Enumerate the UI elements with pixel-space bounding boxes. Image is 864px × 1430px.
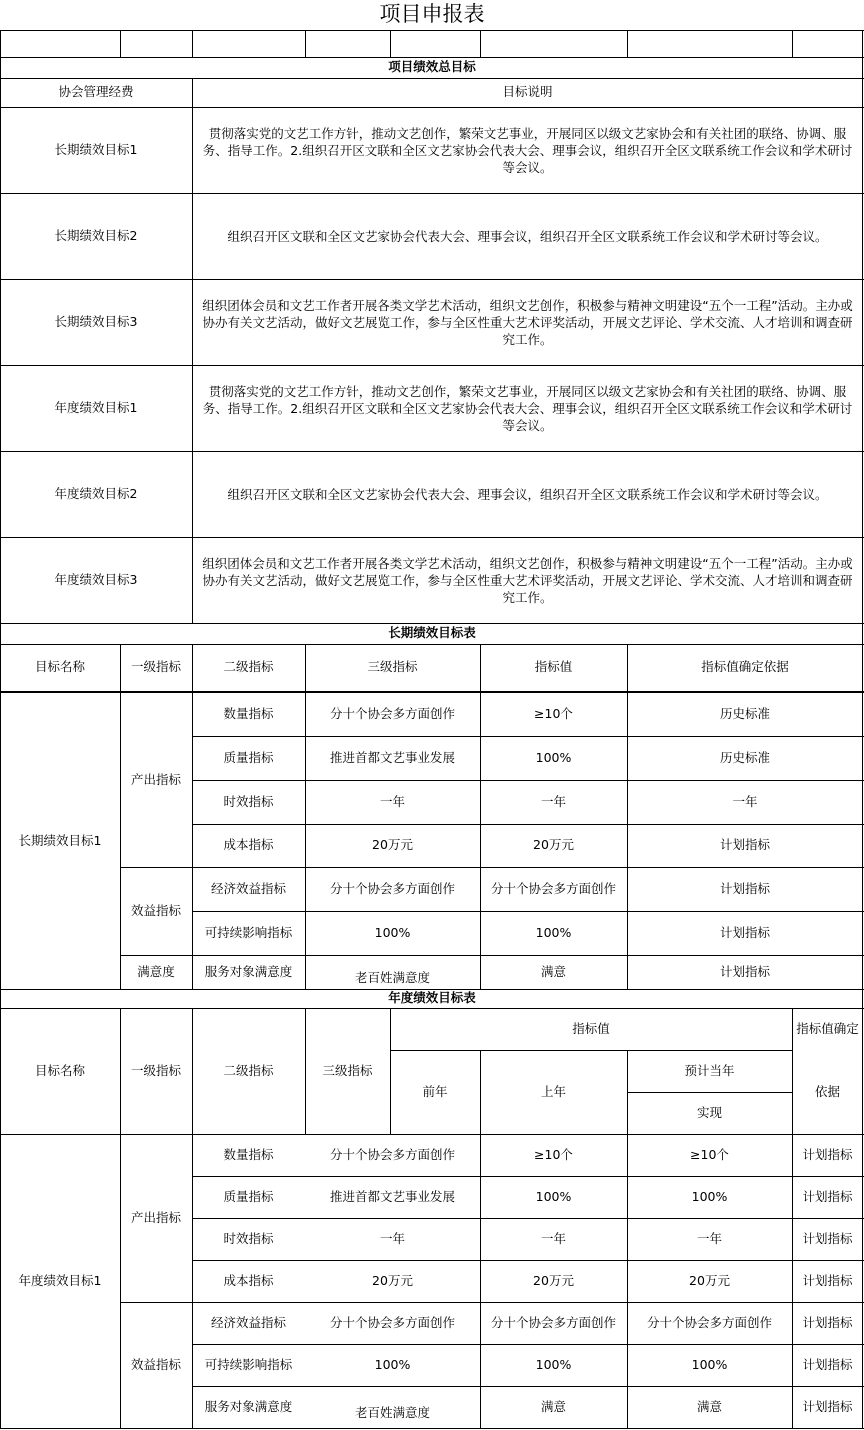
goal-name: 长期绩效目标3 [54, 313, 138, 329]
table-cell-level3: 一年 [379, 1230, 405, 1246]
header-last-year: 上年 [540, 1083, 566, 1099]
table-cell-level2: 数量指标 [223, 1146, 274, 1162]
table-cell-value: 一年 [540, 793, 566, 809]
goal-name: 年度绩效目标1 [54, 399, 138, 415]
header-basis: 指标值确定依据 [701, 659, 789, 675]
table-cell-level2: 经济效益指标 [210, 1314, 286, 1330]
table-cell-level2: 质量指标 [223, 1188, 274, 1204]
table-cell-level2: 服务对象满意度 [204, 1398, 293, 1414]
table-cell-expected: 满意 [696, 1398, 722, 1414]
table-cell-level3: 分十个协会多方面创作 [329, 1146, 455, 1162]
table-cell-expected: ≥10个 [690, 1146, 729, 1162]
table-cell-level2: 服务对象满意度 [204, 963, 293, 979]
table-cell-value: 20万元 [533, 837, 574, 853]
goal-name: 长期绩效目标2 [54, 227, 138, 243]
table-cell-level2: 时效指标 [223, 793, 274, 809]
table-cell-level3: 老百姓满意度 [354, 969, 430, 985]
table-cell-basis: 计划指标 [719, 837, 770, 853]
table-cell-basis: 历史标准 [719, 749, 770, 765]
table-cell-basis: 计划指标 [802, 1398, 853, 1414]
desc-header: 目标说明 [502, 84, 553, 100]
table-cell-expected: 100% [691, 1188, 728, 1204]
goal-name: 年度绩效目标2 [54, 485, 138, 501]
table-cell-level3: 20万元 [372, 837, 413, 853]
table-cell-level3: 分十个协会多方面创作 [329, 880, 455, 896]
goal-description: 组织召开区文联和全区文艺家协会代表大会、理事会议，组织召开全区文联系统工作会议和学术研讨等会议。 [227, 486, 828, 502]
table-cell-level3: 分十个协会多方面创作 [329, 706, 455, 722]
table-cell-level3: 100% [374, 1356, 411, 1372]
table-cell-basis: 计划指标 [802, 1272, 853, 1288]
table-cell-level3: 推进首都文艺事业发展 [329, 1188, 455, 1204]
table-cell-basis: 计划指标 [802, 1146, 853, 1162]
table-cell-expected: 分十个协会多方面创作 [646, 1314, 772, 1330]
header-level3: 三级指标 [322, 1062, 373, 1078]
table-cell-value: 满意 [540, 963, 566, 979]
header-expected-top: 预计当年 [684, 1062, 735, 1078]
header-level1: 一级指标 [130, 659, 181, 675]
header-level3: 三级指标 [367, 659, 418, 675]
goal-description: 组织团体会员和文艺工作者开展各类文学艺术活动，组织文艺创作，积极参与精神文明建设“五个一工程”活动。主办或协办有关文艺活动，做好文艺展览工作，参与全区性重大艺术评奖活动，开展文艺评论、学术交流、人才培训和调查研究工作。 [202, 555, 853, 605]
table-cell-value: ≥10个 [534, 706, 573, 722]
table-cell-value: 100% [535, 749, 572, 765]
goal-name: 长期绩效目标1 [54, 141, 138, 157]
long-term-goal-name: 长期绩效目标1 [18, 832, 102, 848]
goal-description: 组织团体会员和文艺工作者开展各类文学艺术活动，组织文艺创作，积极参与精神文明建设“五个一工程”活动。主办或协办有关文艺活动，做好文艺展览工作，参与全区性重大艺术评奖活动，开展文艺评论、学术交流、人才培训和调查研究工作。 [202, 297, 853, 347]
page-title: 项目申报表 [379, 2, 485, 27]
table-cell-level2: 经济效益指标 [210, 880, 286, 896]
group-benefit: 效益指标 [130, 902, 181, 918]
header-value: 指标值 [572, 1020, 610, 1036]
table-cell-last-year: 分十个协会多方面创作 [490, 1314, 616, 1330]
table-cell-level2: 成本指标 [223, 837, 274, 853]
group-output: 产出指标 [130, 1209, 181, 1225]
fund-label: 协会管理经费 [58, 84, 134, 100]
table-cell-basis: 历史标准 [719, 706, 770, 722]
header-level1: 一级指标 [130, 1062, 181, 1078]
header-prev-year: 前年 [422, 1083, 448, 1099]
table-cell-level2: 可持续影响指标 [204, 924, 293, 940]
annual-heading: 年度绩效目标表 [388, 990, 476, 1006]
table-cell-level2: 时效指标 [223, 1230, 274, 1246]
table-cell-basis: 计划指标 [719, 880, 770, 896]
table-cell-level2: 可持续影响指标 [204, 1356, 293, 1372]
table-cell-expected: 100% [691, 1356, 728, 1372]
table-cell-level2: 数量指标 [223, 706, 274, 722]
table-cell-expected: 20万元 [689, 1272, 730, 1288]
long-term-heading: 长期绩效目标表 [388, 625, 476, 641]
table-cell-level2: 成本指标 [223, 1272, 274, 1288]
table-cell-basis: 计划指标 [802, 1356, 853, 1372]
table-cell-level3: 分十个协会多方面创作 [329, 1314, 455, 1330]
table-cell-last-year: 20万元 [533, 1272, 574, 1288]
table-cell-basis: 计划指标 [802, 1314, 853, 1330]
table-cell-last-year: 一年 [540, 1230, 566, 1246]
group-benefit: 效益指标 [130, 1356, 181, 1372]
table-cell-last-year: 100% [535, 1356, 572, 1372]
table-cell-basis: 计划指标 [719, 924, 770, 940]
header-value: 指标值 [534, 659, 573, 675]
summary-heading: 项目绩效总目标 [388, 59, 476, 75]
table-cell-last-year: 满意 [540, 1398, 566, 1414]
table-cell-level3: 100% [374, 924, 411, 940]
table-cell-level2: 质量指标 [223, 749, 274, 765]
annual-goal-name: 年度绩效目标1 [18, 1272, 102, 1288]
table-cell-level3: 20万元 [372, 1272, 413, 1288]
goal-description: 贯彻落实党的文艺工作方针，推动文艺创作，繁荣文艺事业，开展同区以级文艺家协会和有关社团的联络、协调、服务、指导工作。2.组织召开区文联和全区文艺家协会代表大会、理事会议，组织召开全区文联系统工作会议和学术研讨等会议。 [202, 125, 853, 175]
table-cell-last-year: 100% [535, 1188, 572, 1204]
table-cell-basis: 计划指标 [802, 1188, 853, 1204]
table-cell-basis: 计划指标 [802, 1230, 853, 1246]
goal-name: 年度绩效目标3 [54, 571, 138, 587]
goal-description: 组织召开区文联和全区文艺家协会代表大会、理事会议，组织召开全区文联系统工作会议和学术研讨等会议。 [227, 228, 828, 244]
header-basis-bottom: 依据 [814, 1083, 840, 1099]
group-output: 产出指标 [130, 771, 181, 787]
table-cell-value: 100% [535, 924, 572, 940]
table-cell-level3: 一年 [379, 793, 405, 809]
header-level2: 二级指标 [223, 1062, 274, 1078]
table-cell-level3: 老百姓满意度 [354, 1404, 430, 1420]
header-level2: 二级指标 [223, 659, 274, 675]
header-goal-name: 目标名称 [34, 659, 85, 675]
header-expected-bottom: 实现 [696, 1104, 722, 1120]
group-satisfaction: 满意度 [137, 963, 175, 979]
table-cell-expected: 一年 [696, 1230, 722, 1246]
table-cell-level3: 推进首都文艺事业发展 [329, 749, 455, 765]
table-cell-basis: 计划指标 [719, 963, 770, 979]
goal-description: 贯彻落实党的文艺工作方针，推动文艺创作，繁荣文艺事业，开展同区以级文艺家协会和有关社团的联络、协调、服务、指导工作。2.组织召开区文联和全区文艺家协会代表大会、理事会议，组织召开全区文联系统工作会议和学术研讨等会议。 [202, 383, 853, 433]
header-basis-top: 指标值确定 [796, 1020, 859, 1036]
header-goal-name: 目标名称 [34, 1062, 85, 1078]
table-cell-value: 分十个协会多方面创作 [490, 880, 616, 896]
table-cell-basis: 一年 [732, 793, 758, 809]
table-cell-last-year: ≥10个 [534, 1146, 573, 1162]
